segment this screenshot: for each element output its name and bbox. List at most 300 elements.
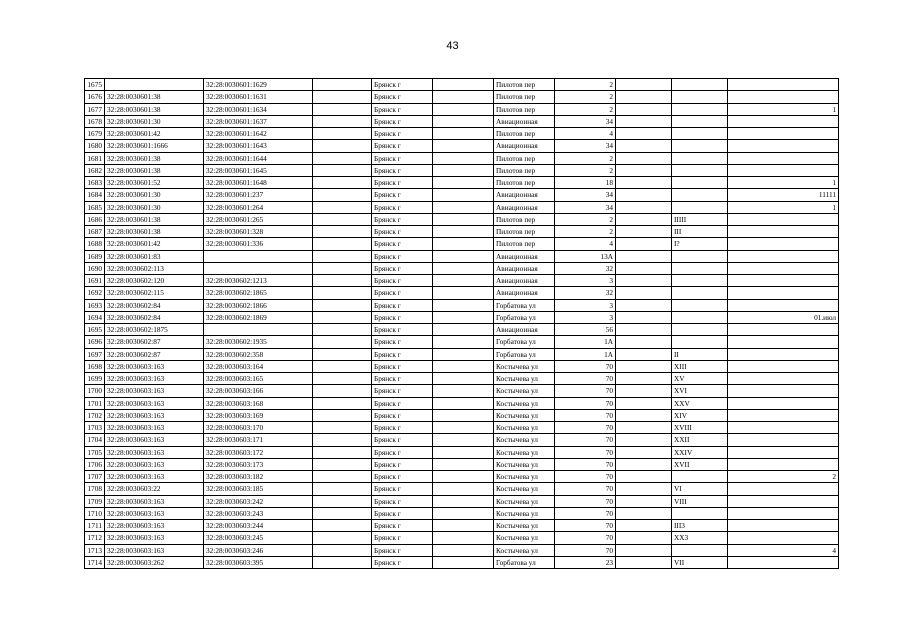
- table-row: [85, 520, 839, 532]
- parcel-cadastral-number: 32:28:0030603:163: [105, 434, 204, 446]
- blank-cell: [433, 287, 494, 299]
- blank-cell: [433, 238, 494, 250]
- parcel-cadastral-number: 32:28:0030601:38: [105, 91, 204, 103]
- table-row: [85, 311, 839, 323]
- premises-number: [672, 177, 728, 189]
- blank-cell: [433, 299, 494, 311]
- premises-number: VII: [672, 556, 728, 568]
- table-row: [85, 385, 839, 397]
- blank-cell: [616, 446, 672, 458]
- blank-cell: [433, 152, 494, 164]
- note-cell: [728, 226, 839, 238]
- table-row: [85, 397, 839, 409]
- blank-cell: [433, 544, 494, 556]
- street-cell: Авиационная: [494, 201, 555, 213]
- note-cell: 4: [728, 544, 839, 556]
- blank-cell: [616, 483, 672, 495]
- parcel-cadastral-number: [105, 79, 204, 91]
- street-cell: Авиационная: [494, 250, 555, 262]
- parcel-cadastral-number: 32:28:0030603:163: [105, 532, 204, 544]
- blank-cell: [616, 348, 672, 360]
- blank-cell: [313, 324, 372, 336]
- blank-cell: [616, 385, 672, 397]
- row-number: 1679: [85, 128, 105, 140]
- blank-cell: [616, 103, 672, 115]
- note-cell: [728, 409, 839, 421]
- note-cell: [728, 434, 839, 446]
- house-number: 32: [555, 287, 616, 299]
- blank-cell: [313, 409, 372, 421]
- blank-cell: [313, 164, 372, 176]
- street-cell: Горбатова ул: [494, 336, 555, 348]
- row-number: 1694: [85, 311, 105, 323]
- street-cell: Костычева ул: [494, 495, 555, 507]
- object-cadastral-number: 32:28:0030603:245: [204, 532, 313, 544]
- premises-number: [672, 91, 728, 103]
- table-row: [85, 213, 839, 225]
- blank-cell: [616, 336, 672, 348]
- object-cadastral-number: 32:28:0030601:1645: [204, 164, 313, 176]
- object-cadastral-number: 32:28:0030601:1643: [204, 140, 313, 152]
- row-number: 1696: [85, 336, 105, 348]
- note-cell: [728, 520, 839, 532]
- note-cell: [728, 446, 839, 458]
- blank-cell: [313, 103, 372, 115]
- city-cell: Брянск г: [372, 238, 433, 250]
- city-cell: Брянск г: [372, 360, 433, 372]
- blank-cell: [616, 397, 672, 409]
- blank-cell: [616, 91, 672, 103]
- table-row: [85, 422, 839, 434]
- object-cadastral-number: 32:28:0030603:182: [204, 471, 313, 483]
- house-number: 2: [555, 164, 616, 176]
- note-cell: [728, 213, 839, 225]
- premises-number: [672, 152, 728, 164]
- table-row: [85, 360, 839, 372]
- blank-cell: [616, 532, 672, 544]
- blank-cell: [313, 311, 372, 323]
- premises-number: XXIV: [672, 446, 728, 458]
- house-number: 4: [555, 128, 616, 140]
- blank-cell: [313, 213, 372, 225]
- blank-cell: [616, 520, 672, 532]
- row-number: 1704: [85, 434, 105, 446]
- note-cell: [728, 140, 839, 152]
- premises-number: [672, 164, 728, 176]
- parcel-cadastral-number: 32:28:0030603:262: [105, 556, 204, 568]
- city-cell: Брянск г: [372, 532, 433, 544]
- city-cell: Брянск г: [372, 422, 433, 434]
- parcel-cadastral-number: 32:28:0030603:163: [105, 385, 204, 397]
- premises-number: [672, 115, 728, 127]
- house-number: 70: [555, 434, 616, 446]
- parcel-cadastral-number: 32:28:0030603:163: [105, 409, 204, 421]
- blank-cell: [313, 91, 372, 103]
- blank-cell: [433, 556, 494, 568]
- premises-number: [672, 336, 728, 348]
- house-number: 13А: [555, 250, 616, 262]
- page-number: 43: [446, 40, 459, 52]
- object-cadastral-number: 32:28:0030602:1865: [204, 287, 313, 299]
- blank-cell: [313, 422, 372, 434]
- object-cadastral-number: 32:28:0030603:242: [204, 495, 313, 507]
- premises-number: [672, 311, 728, 323]
- premises-number: III: [672, 226, 728, 238]
- city-cell: Брянск г: [372, 544, 433, 556]
- blank-cell: [313, 520, 372, 532]
- premises-number: [672, 189, 728, 201]
- row-number: 1675: [85, 79, 105, 91]
- street-cell: Авиационная: [494, 115, 555, 127]
- table-row: [85, 458, 839, 470]
- blank-cell: [313, 360, 372, 372]
- premises-number: I?: [672, 238, 728, 250]
- table-row: [85, 128, 839, 140]
- street-cell: Костычева ул: [494, 532, 555, 544]
- blank-cell: [313, 177, 372, 189]
- blank-cell: [433, 177, 494, 189]
- blank-cell: [433, 324, 494, 336]
- row-number: 1683: [85, 177, 105, 189]
- blank-cell: [433, 250, 494, 262]
- street-cell: Горбатова ул: [494, 348, 555, 360]
- table-row: [85, 544, 839, 556]
- blank-cell: [616, 409, 672, 421]
- city-cell: Брянск г: [372, 397, 433, 409]
- house-number: 34: [555, 189, 616, 201]
- object-cadastral-number: 32:28:0030602:1213: [204, 275, 313, 287]
- blank-cell: [433, 422, 494, 434]
- table-row: [85, 91, 839, 103]
- blank-cell: [433, 373, 494, 385]
- blank-cell: [616, 434, 672, 446]
- object-cadastral-number: 32:28:0030603:246: [204, 544, 313, 556]
- blank-cell: [433, 360, 494, 372]
- premises-number: [672, 299, 728, 311]
- object-cadastral-number: 32:28:0030603:169: [204, 409, 313, 421]
- blank-cell: [433, 471, 494, 483]
- object-cadastral-number: 32:28:0030601:1644: [204, 152, 313, 164]
- note-cell: [728, 275, 839, 287]
- object-cadastral-number: 32:28:0030602:358: [204, 348, 313, 360]
- object-cadastral-number: 32:28:0030603:244: [204, 520, 313, 532]
- premises-number: [672, 287, 728, 299]
- house-number: 70: [555, 471, 616, 483]
- street-cell: Пилотов пер: [494, 79, 555, 91]
- street-cell: Авиационная: [494, 140, 555, 152]
- blank-cell: [433, 213, 494, 225]
- parcel-cadastral-number: 32:28:0030602:87: [105, 348, 204, 360]
- table-row: [85, 79, 839, 91]
- city-cell: Брянск г: [372, 226, 433, 238]
- house-number: 70: [555, 385, 616, 397]
- blank-cell: [616, 189, 672, 201]
- city-cell: Брянск г: [372, 177, 433, 189]
- house-number: 70: [555, 373, 616, 385]
- city-cell: Брянск г: [372, 556, 433, 568]
- house-number: 1А: [555, 348, 616, 360]
- blank-cell: [313, 336, 372, 348]
- city-cell: Брянск г: [372, 336, 433, 348]
- premises-number: XXII: [672, 434, 728, 446]
- blank-cell: [313, 544, 372, 556]
- parcel-cadastral-number: 32:28:0030603:22: [105, 483, 204, 495]
- row-number: 1680: [85, 140, 105, 152]
- parcel-cadastral-number: 32:28:0030602:1875: [105, 324, 204, 336]
- object-cadastral-number: 32:28:0030603:395: [204, 556, 313, 568]
- blank-cell: [313, 189, 372, 201]
- note-cell: [728, 262, 839, 274]
- house-number: 4: [555, 238, 616, 250]
- city-cell: Брянск г: [372, 128, 433, 140]
- blank-cell: [433, 201, 494, 213]
- street-cell: Пилотов пер: [494, 226, 555, 238]
- premises-number: VI: [672, 483, 728, 495]
- parcel-cadastral-number: 32:28:0030603:163: [105, 520, 204, 532]
- parcel-cadastral-number: 32:28:0030603:163: [105, 360, 204, 372]
- premises-number: VIII: [672, 495, 728, 507]
- city-cell: Брянск г: [372, 471, 433, 483]
- table-row: [85, 471, 839, 483]
- blank-cell: [313, 115, 372, 127]
- city-cell: Брянск г: [372, 324, 433, 336]
- blank-cell: [433, 311, 494, 323]
- house-number: 70: [555, 446, 616, 458]
- note-cell: [728, 91, 839, 103]
- note-cell: [728, 483, 839, 495]
- row-number: 1686: [85, 213, 105, 225]
- table-row: [85, 299, 839, 311]
- object-cadastral-number: 32:28:0030601:1637: [204, 115, 313, 127]
- blank-cell: [433, 275, 494, 287]
- street-cell: Пилотов пер: [494, 213, 555, 225]
- note-cell: 11111: [728, 189, 839, 201]
- note-cell: [728, 128, 839, 140]
- street-cell: Костычева ул: [494, 507, 555, 519]
- row-number: 1713: [85, 544, 105, 556]
- object-cadastral-number: 32:28:0030602:1869: [204, 311, 313, 323]
- parcel-cadastral-number: 32:28:0030601:38: [105, 164, 204, 176]
- street-cell: Горбатова ул: [494, 299, 555, 311]
- city-cell: Брянск г: [372, 311, 433, 323]
- city-cell: Брянск г: [372, 507, 433, 519]
- object-cadastral-number: 32:28:0030601:1629: [204, 79, 313, 91]
- parcel-cadastral-number: 32:28:0030601:30: [105, 189, 204, 201]
- note-cell: [728, 507, 839, 519]
- parcel-cadastral-number: 32:28:0030603:163: [105, 544, 204, 556]
- table-row: [85, 140, 839, 152]
- parcel-cadastral-number: 32:28:0030602:84: [105, 299, 204, 311]
- blank-cell: [313, 201, 372, 213]
- object-cadastral-number: 32:28:0030603:185: [204, 483, 313, 495]
- house-number: 70: [555, 458, 616, 470]
- parcel-cadastral-number: 32:28:0030601:30: [105, 115, 204, 127]
- city-cell: Брянск г: [372, 495, 433, 507]
- object-cadastral-number: [204, 324, 313, 336]
- blank-cell: [433, 140, 494, 152]
- city-cell: Брянск г: [372, 140, 433, 152]
- city-cell: Брянск г: [372, 287, 433, 299]
- parcel-cadastral-number: 32:28:0030601:38: [105, 152, 204, 164]
- house-number: 18: [555, 177, 616, 189]
- blank-cell: [313, 275, 372, 287]
- object-cadastral-number: 32:28:0030601:1634: [204, 103, 313, 115]
- city-cell: Брянск г: [372, 275, 433, 287]
- note-cell: 1: [728, 103, 839, 115]
- house-number: 3: [555, 311, 616, 323]
- blank-cell: [616, 79, 672, 91]
- blank-cell: [313, 250, 372, 262]
- row-number: 1708: [85, 483, 105, 495]
- row-number: 1709: [85, 495, 105, 507]
- street-cell: Костычева ул: [494, 544, 555, 556]
- blank-cell: [433, 164, 494, 176]
- parcel-cadastral-number: 32:28:0030603:163: [105, 422, 204, 434]
- house-number: 70: [555, 520, 616, 532]
- city-cell: Брянск г: [372, 115, 433, 127]
- street-cell: Костычева ул: [494, 471, 555, 483]
- house-number: 2: [555, 226, 616, 238]
- note-cell: 1: [728, 201, 839, 213]
- house-number: 2: [555, 79, 616, 91]
- blank-cell: [433, 336, 494, 348]
- row-number: 1698: [85, 360, 105, 372]
- street-cell: Костычева ул: [494, 483, 555, 495]
- blank-cell: [433, 115, 494, 127]
- blank-cell: [616, 128, 672, 140]
- parcel-cadastral-number: 32:28:0030601:42: [105, 128, 204, 140]
- note-cell: 01.июл: [728, 311, 839, 323]
- city-cell: Брянск г: [372, 103, 433, 115]
- premises-number: XIV: [672, 409, 728, 421]
- object-cadastral-number: 32:28:0030603:165: [204, 373, 313, 385]
- city-cell: Брянск г: [372, 79, 433, 91]
- blank-cell: [433, 226, 494, 238]
- street-cell: Костычева ул: [494, 385, 555, 397]
- blank-cell: [616, 422, 672, 434]
- table-row: [85, 103, 839, 115]
- city-cell: Брянск г: [372, 458, 433, 470]
- premises-number: XV: [672, 373, 728, 385]
- blank-cell: [313, 495, 372, 507]
- premises-number: XIII: [672, 360, 728, 372]
- table-row: [85, 226, 839, 238]
- table-row: [85, 336, 839, 348]
- parcel-cadastral-number: 32:28:0030602:84: [105, 311, 204, 323]
- object-cadastral-number: 32:28:0030603:166: [204, 385, 313, 397]
- row-number: 1681: [85, 152, 105, 164]
- blank-cell: [616, 226, 672, 238]
- table-row: [85, 495, 839, 507]
- premises-number: IIIII: [672, 213, 728, 225]
- row-number: 1682: [85, 164, 105, 176]
- parcel-cadastral-number: 32:28:0030601:30: [105, 201, 204, 213]
- premises-number: III3: [672, 520, 728, 532]
- blank-cell: [616, 360, 672, 372]
- row-number: 1699: [85, 373, 105, 385]
- note-cell: [728, 422, 839, 434]
- note-cell: [728, 532, 839, 544]
- parcel-cadastral-number: 32:28:0030603:163: [105, 458, 204, 470]
- row-number: 1711: [85, 520, 105, 532]
- object-cadastral-number: 32:28:0030601:237: [204, 189, 313, 201]
- table-row: [85, 201, 839, 213]
- house-number: 2: [555, 213, 616, 225]
- parcel-cadastral-number: 32:28:0030601:42: [105, 238, 204, 250]
- house-number: 32: [555, 262, 616, 274]
- row-number: 1693: [85, 299, 105, 311]
- street-cell: Пилотов пер: [494, 103, 555, 115]
- blank-cell: [433, 397, 494, 409]
- parcel-cadastral-number: 32:28:0030601:38: [105, 226, 204, 238]
- row-number: 1706: [85, 458, 105, 470]
- parcel-cadastral-number: 32:28:0030602:87: [105, 336, 204, 348]
- row-number: 1690: [85, 262, 105, 274]
- house-number: 2: [555, 152, 616, 164]
- blank-cell: [616, 213, 672, 225]
- house-number: 70: [555, 544, 616, 556]
- parcel-cadastral-number: 32:28:0030602:120: [105, 275, 204, 287]
- city-cell: Брянск г: [372, 446, 433, 458]
- street-cell: Горбатова ул: [494, 311, 555, 323]
- note-cell: [728, 250, 839, 262]
- blank-cell: [616, 152, 672, 164]
- street-cell: Костычева ул: [494, 422, 555, 434]
- object-cadastral-number: 32:28:0030603:170: [204, 422, 313, 434]
- row-number: 1677: [85, 103, 105, 115]
- city-cell: Брянск г: [372, 385, 433, 397]
- blank-cell: [433, 520, 494, 532]
- blank-cell: [616, 311, 672, 323]
- house-number: 2: [555, 91, 616, 103]
- row-number: 1703: [85, 422, 105, 434]
- city-cell: Брянск г: [372, 164, 433, 176]
- row-number: 1684: [85, 189, 105, 201]
- row-number: 1697: [85, 348, 105, 360]
- object-cadastral-number: 32:28:0030601:1648: [204, 177, 313, 189]
- note-cell: [728, 238, 839, 250]
- premises-number: [672, 201, 728, 213]
- house-number: 56: [555, 324, 616, 336]
- table-row: [85, 262, 839, 274]
- blank-cell: [433, 495, 494, 507]
- note-cell: [728, 152, 839, 164]
- note-cell: [728, 385, 839, 397]
- row-number: 1687: [85, 226, 105, 238]
- city-cell: Брянск г: [372, 520, 433, 532]
- parcel-cadastral-number: 32:28:0030603:163: [105, 397, 204, 409]
- city-cell: Брянск г: [372, 152, 433, 164]
- row-number: 1685: [85, 201, 105, 213]
- premises-number: [672, 128, 728, 140]
- object-cadastral-number: 32:28:0030601:328: [204, 226, 313, 238]
- note-cell: [728, 324, 839, 336]
- blank-cell: [433, 483, 494, 495]
- parcel-cadastral-number: 32:28:0030603:163: [105, 471, 204, 483]
- row-number: 1695: [85, 324, 105, 336]
- table-row: [85, 507, 839, 519]
- blank-cell: [313, 385, 372, 397]
- blank-cell: [433, 79, 494, 91]
- blank-cell: [433, 103, 494, 115]
- note-cell: [728, 164, 839, 176]
- note-cell: [728, 79, 839, 91]
- blank-cell: [616, 471, 672, 483]
- object-cadastral-number: [204, 262, 313, 274]
- note-cell: [728, 336, 839, 348]
- house-number: 70: [555, 507, 616, 519]
- city-cell: Брянск г: [372, 250, 433, 262]
